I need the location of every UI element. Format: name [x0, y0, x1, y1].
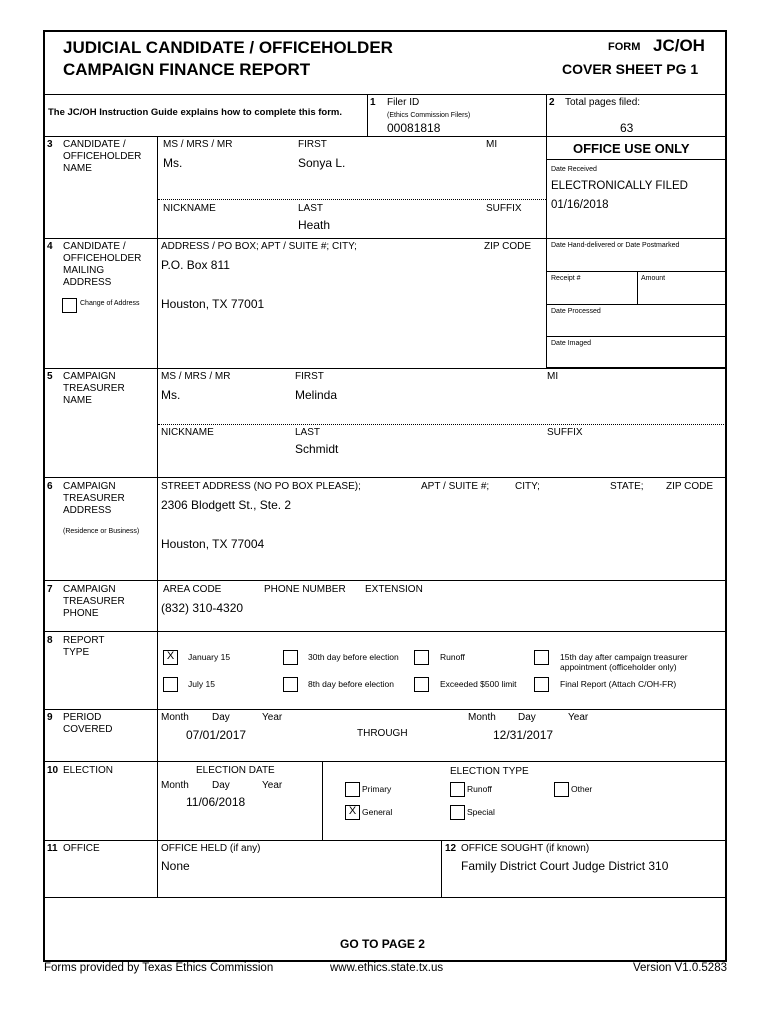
s5-mi-label: MI: [547, 371, 559, 382]
office-held-label: OFFICE HELD (if any): [161, 843, 261, 854]
election-runoff-label: Runoff: [467, 784, 492, 794]
s9-label: PERIOD COVERED: [63, 712, 113, 735]
s4-address-label: ADDRESS / PO BOX; APT / SUITE #; CITY;: [161, 241, 357, 252]
s10-number: 10: [47, 765, 59, 776]
candidate-address-line2[interactable]: Houston, TX 77001: [161, 297, 265, 311]
change-of-address-checkbox[interactable]: [62, 298, 77, 313]
treasurer-phone[interactable]: (832) 310-4320: [161, 601, 244, 615]
election-special-label: Special: [467, 807, 495, 817]
area-code-label: AREA CODE: [163, 584, 222, 595]
candidate-prefix[interactable]: Ms.: [163, 156, 183, 170]
total-pages-value[interactable]: 63: [620, 121, 634, 135]
s9-to-month-label: Month: [468, 712, 496, 723]
extension-label: EXTENSION: [365, 584, 423, 595]
s5-number: 5: [47, 371, 53, 382]
s10-label: ELECTION: [63, 765, 114, 776]
box2-number: 2: [549, 97, 555, 108]
instruction-note: The JC/OH Instruction Guide explains how to complete this form.: [48, 107, 343, 118]
footer-provider: Forms provided by Texas Ethics Commission: [44, 962, 274, 974]
s6-sub: (Residence or Business): [63, 528, 140, 535]
report-type-30th-day-checkbox[interactable]: [283, 650, 298, 665]
report-type-30th-day-label: 30th day before election: [308, 652, 399, 662]
s3-number: 3: [47, 139, 53, 150]
rule: [43, 368, 727, 369]
s6-apt-label: APT / SUITE #;: [421, 481, 490, 492]
rule: [43, 840, 727, 841]
office-held-value[interactable]: None: [161, 859, 190, 873]
date-received-label: Date Received: [551, 166, 597, 173]
s9-from-year-label: Year: [262, 712, 283, 723]
s8-number: 8: [47, 635, 53, 646]
dotted-rule: [158, 424, 726, 425]
rule: [546, 94, 547, 136]
report-type-final-checkbox[interactable]: [534, 677, 549, 692]
s9-from-month-label: Month: [161, 712, 189, 723]
report-type-july-checkbox[interactable]: [163, 677, 178, 692]
s9-to-day-label: Day: [518, 712, 536, 723]
cover-sheet-label: COVER SHEET PG 1: [562, 61, 699, 77]
rule: [43, 897, 727, 898]
s6-street-label: STREET ADDRESS (NO PO BOX PLEASE);: [161, 481, 361, 492]
election-primary-label: Primary: [362, 784, 392, 794]
office-sought-value[interactable]: Family District Court Judge District 310: [461, 859, 669, 873]
s3-label: CANDIDATE / OFFICEHOLDER NAME: [63, 139, 142, 174]
report-type-8th-day-checkbox[interactable]: [283, 677, 298, 692]
election-primary-checkbox[interactable]: [345, 782, 360, 797]
election-other-label: Other: [571, 784, 593, 794]
report-type-exceeded-checkbox[interactable]: [414, 677, 429, 692]
s6-zip-label: ZIP CODE: [666, 481, 714, 492]
rule: [43, 94, 727, 95]
s10-month-label: Month: [161, 780, 189, 791]
s3-suffix-label: SUFFIX: [486, 203, 522, 214]
report-type-exceeded-label: Exceeded $500 limit: [440, 679, 517, 689]
s7-number: 7: [47, 584, 53, 595]
rule: [546, 271, 726, 272]
report-type-final-label: Final Report (Attach C/OH-FR): [560, 679, 677, 689]
rule: [546, 159, 726, 160]
rule: [546, 238, 726, 239]
report-type-8th-day-label: 8th day before election: [308, 679, 395, 689]
footer-version: Version V1.0.5283: [633, 962, 727, 974]
election-type-label: ELECTION TYPE: [450, 766, 529, 777]
rule: [43, 761, 727, 762]
rule: [43, 709, 727, 710]
s10-year-label: Year: [262, 780, 283, 791]
filer-id-value[interactable]: 00081818: [387, 121, 441, 135]
s11-number: 11: [47, 843, 58, 854]
s10-day-label: Day: [212, 780, 230, 791]
s6-label: CAMPAIGN TREASURER ADDRESS: [63, 481, 125, 516]
s9-number: 9: [47, 712, 53, 723]
title-line1: JUDICIAL CANDIDATE / OFFICEHOLDER: [63, 38, 393, 57]
report-type-runoff-checkbox[interactable]: [414, 650, 429, 665]
rule: [43, 477, 727, 478]
s4-zip-label: ZIP CODE: [484, 241, 532, 252]
frame-top: [43, 30, 727, 32]
treasurer-last-name[interactable]: Schmidt: [295, 442, 339, 456]
s5-suffix-label: SUFFIX: [547, 427, 583, 438]
rule: [157, 136, 158, 897]
s6-city-label: CITY;: [515, 481, 540, 492]
date-imaged-label: Date Imaged: [551, 340, 592, 347]
date-processed-label: Date Processed: [551, 308, 601, 315]
election-special-checkbox[interactable]: [450, 805, 465, 820]
s3-nickname-label: NICKNAME: [163, 203, 216, 214]
election-runoff-checkbox[interactable]: [450, 782, 465, 797]
s12-number: 12: [445, 843, 457, 854]
footer-website[interactable]: www.ethics.state.tx.us: [330, 962, 444, 974]
s8-label: REPORT TYPE: [63, 635, 105, 658]
title-line2: CAMPAIGN FINANCE REPORT: [63, 60, 311, 79]
s11-label: OFFICE: [63, 843, 100, 854]
s3-last-label: LAST: [298, 203, 324, 214]
rule: [367, 94, 368, 136]
through-label: THROUGH: [357, 728, 408, 739]
report-type-15th-day-checkbox[interactable]: [534, 650, 549, 665]
rule: [43, 631, 727, 632]
s4-label: CANDIDATE / OFFICEHOLDER MAILING ADDRESS: [63, 241, 142, 288]
rule: [546, 304, 726, 305]
treasurer-first-name[interactable]: Melinda: [295, 388, 338, 402]
filer-id-label: Filer ID: [387, 97, 420, 108]
office-sought-label: OFFICE SOUGHT (if known): [461, 843, 590, 854]
rule: [637, 271, 638, 304]
s6-number: 6: [47, 481, 53, 492]
change-of-address-label: Change of Address: [80, 300, 140, 307]
report-type-july-label: July 15: [188, 679, 215, 689]
rule: [43, 580, 727, 581]
candidate-first-name[interactable]: Sonya L.: [298, 156, 346, 170]
treasurer-address-line2[interactable]: Houston, TX 77004: [161, 537, 265, 551]
s7-label: CAMPAIGN TREASURER PHONE: [63, 584, 125, 619]
frame-left: [43, 30, 45, 962]
dotted-rule: [158, 199, 546, 200]
s5-nickname-label: NICKNAME: [161, 427, 214, 438]
treasurer-address-line1[interactable]: 2306 Blodgett St., Ste. 2: [161, 498, 292, 512]
candidate-last-name[interactable]: Heath: [298, 218, 331, 232]
s3-mi-label: MI: [486, 139, 498, 150]
total-pages-label: Total pages filed:: [565, 97, 641, 108]
treasurer-prefix[interactable]: Ms.: [161, 388, 181, 402]
s6-state-label: STATE;: [610, 481, 644, 492]
election-date-label: ELECTION DATE: [196, 765, 275, 776]
go-to-page-2: GO TO PAGE 2: [340, 937, 425, 951]
election-general-label: General: [362, 807, 393, 817]
filer-id-sub: (Ethics Commission Filers): [387, 112, 471, 119]
report-type-runoff-label: Runoff: [440, 652, 465, 662]
box1-number: 1: [370, 97, 376, 108]
receipt-label: Receipt #: [551, 275, 581, 282]
rule: [441, 840, 442, 897]
s5-prefix-label: MS / MRS / MR: [161, 371, 231, 382]
report-type-15th-day-label: 15th day after campaign treasurer appointment (officeholder only): [560, 652, 688, 672]
s4-number: 4: [47, 241, 53, 252]
s3-prefix-label: MS / MRS / MR: [163, 139, 233, 150]
s9-to-year-label: Year: [568, 712, 589, 723]
period-from-date[interactable]: 07/01/2017: [186, 728, 247, 742]
rule: [322, 761, 323, 840]
date-received-value: 01/16/2018: [551, 199, 609, 211]
election-date[interactable]: 11/06/2018: [186, 795, 246, 809]
report-type-january-checkbox[interactable]: X: [163, 650, 178, 665]
s5-first-label: FIRST: [295, 371, 324, 382]
hand-delivered-label: Date Hand-delivered or Date Postmarked: [551, 242, 680, 249]
candidate-address-line1[interactable]: P.O. Box 811: [161, 258, 230, 272]
form-label: FORM: [608, 41, 641, 53]
form-code: JC/OH: [653, 36, 705, 55]
s5-last-label: LAST: [295, 427, 321, 438]
election-other-checkbox[interactable]: [554, 782, 569, 797]
filing-status: ELECTRONICALLY FILED: [551, 180, 688, 192]
phone-number-label: PHONE NUMBER: [264, 584, 346, 595]
s3-first-label: FIRST: [298, 139, 327, 150]
office-use-title: OFFICE USE ONLY: [573, 141, 690, 156]
amount-label: Amount: [641, 275, 666, 282]
election-general-checkbox[interactable]: X: [345, 805, 360, 820]
s9-from-day-label: Day: [212, 712, 230, 723]
s5-label: CAMPAIGN TREASURER NAME: [63, 371, 125, 406]
rule: [43, 238, 546, 239]
rule: [546, 336, 726, 337]
report-type-january-label: January 15: [188, 652, 231, 662]
period-to-date[interactable]: 12/31/2017: [493, 728, 554, 742]
